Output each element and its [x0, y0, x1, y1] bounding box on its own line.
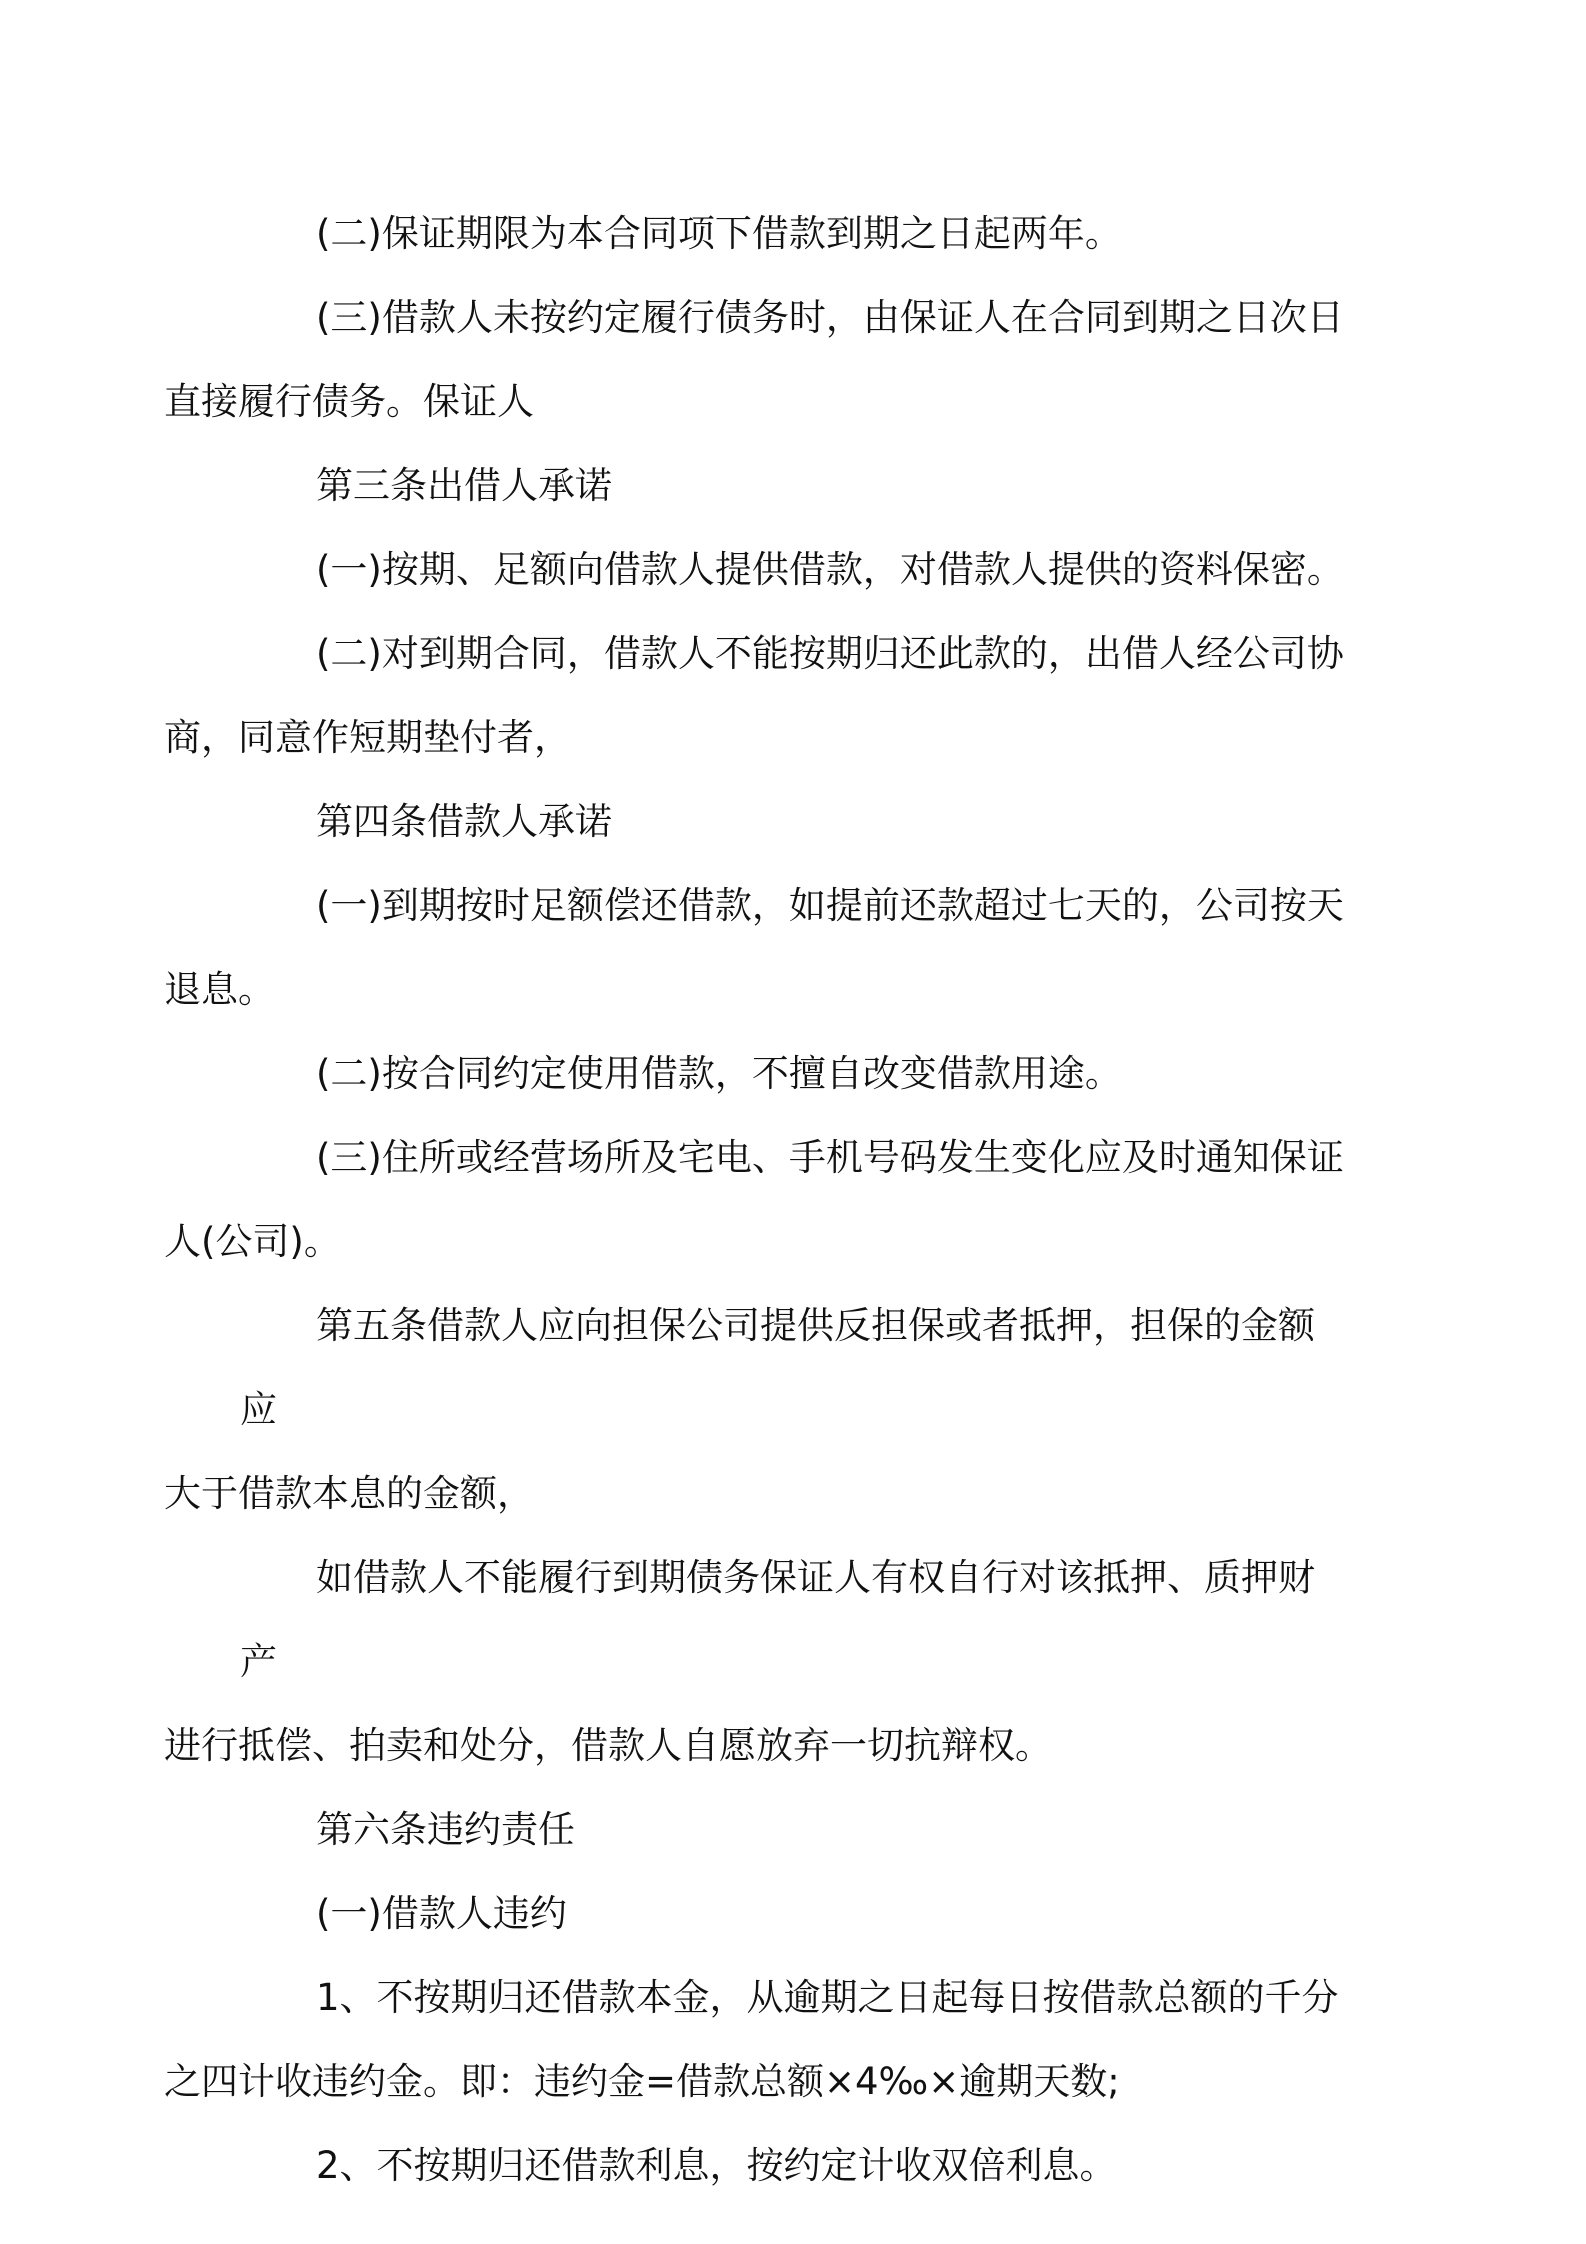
paragraph	[240, 1788, 1350, 1872]
paragraph	[164, 612, 1350, 780]
text-line: 直接履行债务。保证人	[164, 380, 534, 423]
text-line: 第六条违约责任	[316, 1808, 575, 1851]
text-line: (一)借款人违约	[316, 1892, 567, 1935]
document-page	[164, 192, 1350, 2208]
paragraph	[164, 276, 1350, 444]
text-line: 之四计收违约金。即：违约金=借款总额×4‰×逾期天数;	[164, 2060, 1120, 2103]
text-line: 第五条借款人应向担保公司提供反担保或者抵押，担保的金额应	[240, 1304, 1315, 1431]
paragraph	[164, 1116, 1350, 1284]
text-line: (一)到期按时足额偿还借款，如提前还款超过七天的，公司按天	[316, 884, 1344, 927]
paragraph	[240, 528, 1350, 612]
paragraph	[240, 2124, 1350, 2208]
text-line: 退息。	[164, 968, 275, 1011]
paragraph	[164, 864, 1350, 1032]
paragraph	[240, 1872, 1350, 1956]
text-line: (二)保证期限为本合同项下借款到期之日起两年。	[316, 212, 1122, 255]
text-line: 如借款人不能履行到期债务保证人有权自行对该抵押、质押财产	[240, 1556, 1315, 1683]
text-line: 人(公司)。	[164, 1220, 341, 1263]
paragraph	[240, 780, 1350, 864]
paragraph	[164, 1956, 1350, 2124]
text-line: 商，同意作短期垫付者，	[164, 716, 571, 759]
text-line: (二)按合同约定使用借款，不擅自改变借款用途。	[316, 1052, 1122, 1095]
text-line: 第三条出借人承诺	[316, 464, 612, 507]
text-line: (一)按期、足额向借款人提供借款，对借款人提供的资料保密。	[316, 548, 1344, 591]
paragraph	[164, 1284, 1350, 1536]
paragraph	[240, 192, 1350, 276]
text-line: 大于借款本息的金额，	[164, 1472, 534, 1515]
text-line: 1、不按期归还借款本金，从逾期之日起每日按借款总额的千分	[316, 1976, 1339, 2019]
text-line: 进行抵偿、拍卖和处分，借款人自愿放弃一切抗辩权。	[164, 1724, 1052, 1767]
text-line: 2、不按期归还借款利息，按约定计收双倍利息。	[316, 2144, 1117, 2187]
paragraph	[240, 444, 1350, 528]
paragraph	[164, 1536, 1350, 1788]
text-line: 第四条借款人承诺	[316, 800, 612, 843]
text-line: (三)借款人未按约定履行债务时，由保证人在合同到期之日次日	[316, 296, 1344, 339]
text-line: (二)对到期合同，借款人不能按期归还此款的，出借人经公司协	[316, 632, 1344, 675]
paragraph	[240, 1032, 1350, 1116]
text-line: (三)住所或经营场所及宅电、手机号码发生变化应及时通知保证	[316, 1136, 1344, 1179]
